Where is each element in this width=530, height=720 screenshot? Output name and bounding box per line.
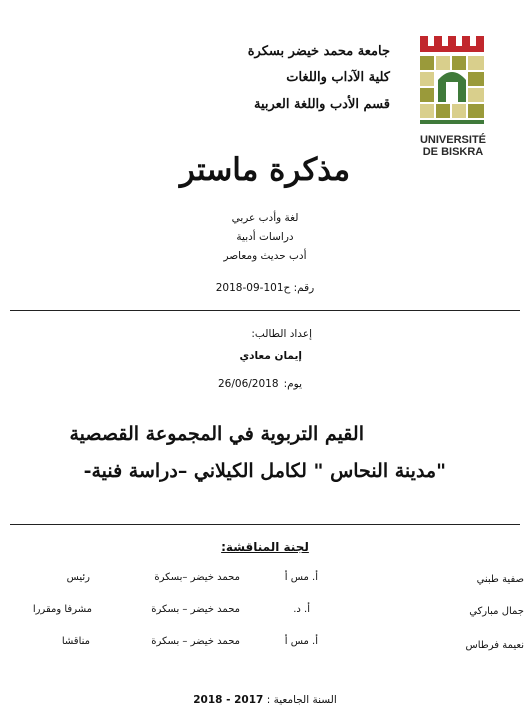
divider-bottom xyxy=(10,524,520,525)
member-institution: محمد خيضر – بسكرة xyxy=(151,604,240,615)
academic-year xyxy=(0,694,530,706)
university-name: جامعة محمد خيضر بسكرة xyxy=(247,44,390,59)
student-name: إيمان معادي xyxy=(239,350,302,362)
thesis-title-line2: "مدينة النحاس " لكامل الكيلاني –دراسة فنية- xyxy=(83,460,446,482)
member-role: مشرفا ومقررا xyxy=(32,604,92,615)
logo-emblem-icon xyxy=(410,36,496,132)
member-name: نعيمة فرطاس xyxy=(465,640,524,651)
prepared-by-label: إعداد الطالب: xyxy=(251,328,312,340)
logo-city: DE BISKRA xyxy=(422,146,484,158)
divider-top xyxy=(10,310,520,311)
committee-heading: لجنة المناقشة: xyxy=(221,540,309,554)
track-label: أدب حديث ومعاصر xyxy=(223,250,307,262)
thesis-title-line1: القيم التربوية في المجموعة القصصية xyxy=(69,423,364,445)
member-role: مناقشا xyxy=(61,636,90,647)
logo-name: UNIVERSITÉ xyxy=(419,134,486,146)
member-institution: محمد خيضر – بسكرة xyxy=(151,636,240,647)
member-name: جمال مباركي xyxy=(469,606,524,617)
member-role: رئيس xyxy=(66,572,90,583)
specialty-label: دراسات أدبية xyxy=(236,231,294,243)
faculty-name: كلية الآداب واللغات xyxy=(286,70,390,85)
department-name: قسم الأدب واللغة العربية xyxy=(253,97,390,112)
member-name: صفية طبني xyxy=(476,574,524,585)
member-rank: أ. مس أ xyxy=(284,572,318,583)
field-label: لغة وأدب عربي xyxy=(231,212,299,224)
date-label: يوم: xyxy=(283,378,302,390)
defense-date: 26/06/2018 xyxy=(217,378,279,390)
reference-number: رقم: ح101-09-2018 xyxy=(215,282,315,294)
member-rank: أ. مس أ xyxy=(284,636,318,647)
academic-year-value: 2017 - 2018 xyxy=(193,694,264,706)
member-institution: محمد خيضر –بسكرة xyxy=(154,572,240,583)
page-title: مذكرة ماستر xyxy=(179,152,351,188)
defense-date-row xyxy=(218,372,302,391)
member-rank: أ. د. xyxy=(293,604,310,615)
academic-year-label: السنة الجامعية : xyxy=(266,694,337,706)
university-logo xyxy=(410,36,496,158)
